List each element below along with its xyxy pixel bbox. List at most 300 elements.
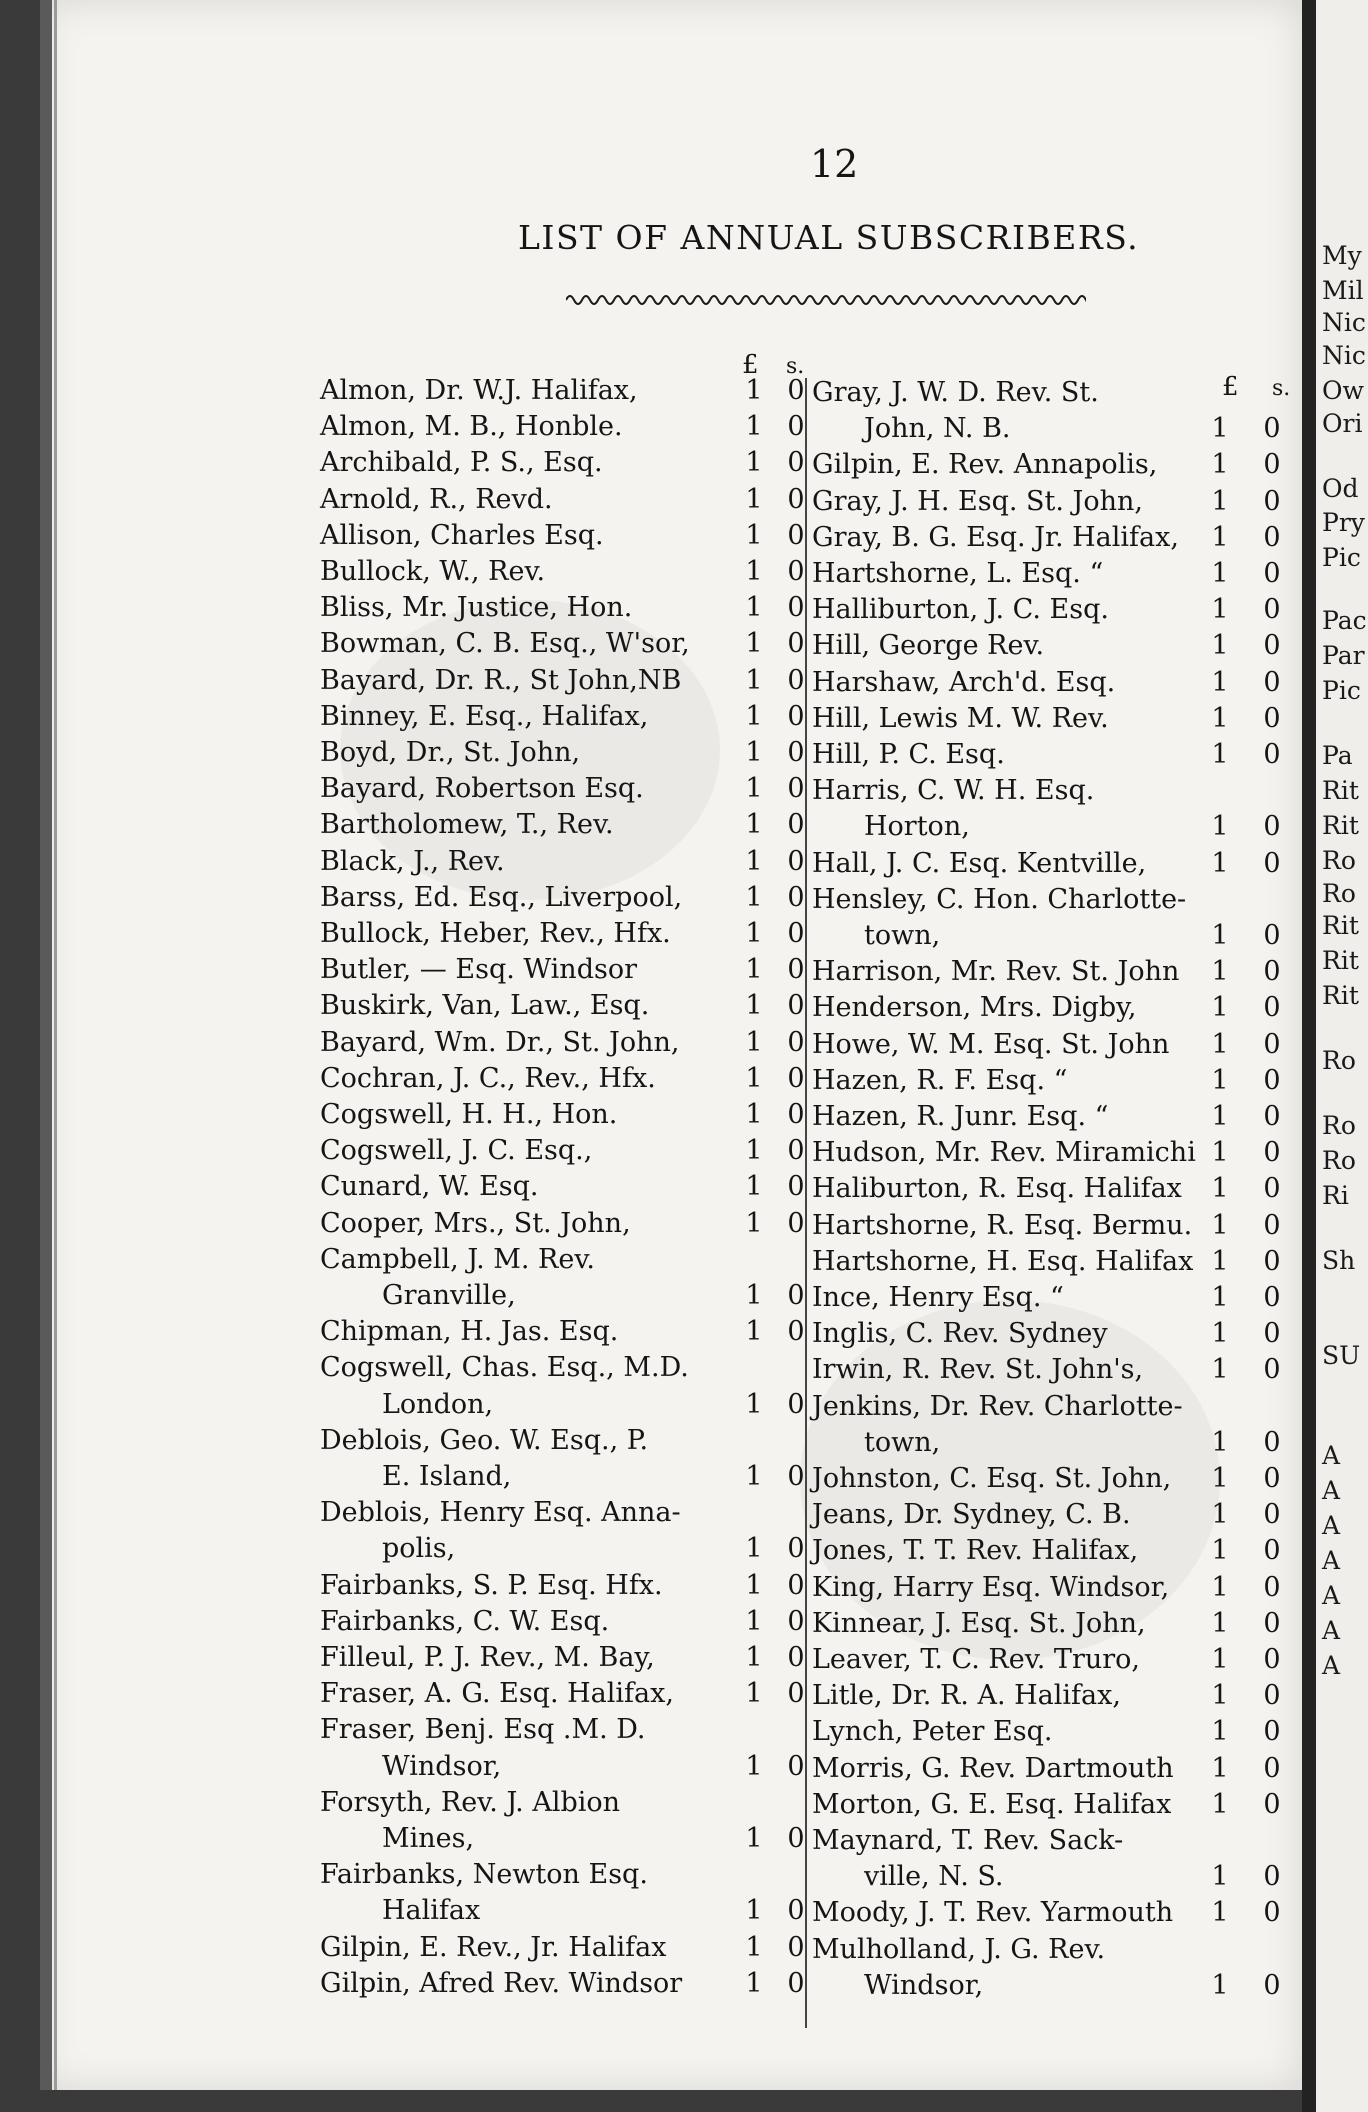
subscriber-name: Hartshorne, H. Esq. Halifax (812, 1245, 1194, 1277)
pounds-amount: 1 (1211, 630, 1229, 662)
pounds-amount: 1 (1211, 521, 1229, 553)
subscriber-row (812, 740, 1292, 772)
pounds-amount: 1 (745, 954, 763, 986)
subscriber-row (812, 1681, 1292, 1713)
subscriber-row (812, 1573, 1292, 1605)
subscriber-name: Archibald, P. S., Esq. (320, 447, 603, 479)
pounds-amount: 1 (745, 700, 763, 732)
subscriber-name: Haliburton, R. Esq. Halifax (812, 1173, 1182, 1205)
pounds-amount: 1 (745, 918, 763, 949)
pounds-amount: 1 (745, 990, 763, 1022)
next-page-edge (1316, 0, 1368, 2112)
subscriber-row (320, 1462, 820, 1494)
subscriber-name: Harrison, Mr. Rev. St. John (812, 956, 1180, 988)
subscriber-row (320, 1172, 820, 1204)
next-page-fragment: Ro (1322, 1046, 1356, 1075)
subscriber-name: Harris, C. W. H. Esq. (812, 775, 1095, 807)
pounds-amount: 1 (1211, 1897, 1229, 1929)
subscriber-row (320, 1933, 820, 1965)
shillings-amount: 0 (787, 1099, 805, 1130)
subscriber-row (320, 1679, 820, 1711)
subscriber-row (320, 448, 820, 480)
subscriber-row (320, 1824, 820, 1856)
pounds-amount: 1 (745, 1895, 763, 1927)
next-page-fragment: SU (1322, 1341, 1361, 1370)
pounds-amount: 1 (1211, 1426, 1229, 1458)
pounds-amount: 1 (1211, 1173, 1229, 1205)
pounds-amount: 1 (745, 737, 763, 768)
right-pounds-header: £ (1222, 372, 1239, 402)
subscriber-row (812, 1138, 1292, 1170)
shillings-amount: 0 (1263, 1463, 1281, 1494)
shillings-amount: 0 (787, 1316, 805, 1348)
pounds-amount: 1 (745, 1569, 763, 1601)
shillings-amount: 0 (1263, 1969, 1281, 2001)
subscriber-row (812, 1174, 1292, 1206)
next-page-fragment: A (1322, 1511, 1341, 1540)
next-page-fragment: Nic (1322, 308, 1366, 337)
subscriber-row (812, 1609, 1292, 1641)
shillings-amount: 0 (1263, 1354, 1281, 1386)
subscriber-name: Inglis, C. Rev. Sydney (812, 1318, 1108, 1350)
pounds-amount: 1 (1211, 1861, 1229, 1893)
subscriber-name: Windsor, (382, 1750, 502, 1782)
pounds-amount: 1 (1211, 1245, 1229, 1277)
subscriber-name: Morris, G. Rev. Dartmouth (812, 1752, 1174, 1784)
subscriber-row (320, 1571, 820, 1603)
next-page-fragment: Rit (1322, 911, 1359, 940)
pounds-amount: 1 (745, 1642, 763, 1673)
subscriber-name: polis, (382, 1533, 456, 1565)
subscriber-name: Irwin, R. Rev. St. John's, (812, 1354, 1144, 1386)
subscriber-row (320, 955, 820, 987)
shillings-amount: 0 (1263, 485, 1281, 517)
next-page-fragment: Ow (1322, 376, 1364, 405)
subscriber-row (320, 1100, 820, 1132)
subscriber-row (812, 704, 1292, 736)
pounds-amount: 1 (745, 845, 763, 877)
subscriber-name: Jeans, Dr. Sydney, C. B. (812, 1499, 1131, 1531)
pounds-amount: 1 (1211, 992, 1229, 1024)
subscriber-name: Buskirk, Van, Law., Esq. (320, 990, 650, 1022)
subscriber-name: E. Island, (382, 1461, 512, 1492)
subscriber-name: Gilpin, E. Rev. Annapolis, (812, 449, 1158, 481)
subscriber-name: Forsyth, Rev. J. Albion (320, 1786, 621, 1818)
subscriber-row (812, 1898, 1292, 1930)
subscriber-row (320, 1426, 820, 1458)
shillings-amount: 0 (787, 845, 805, 877)
subscriber-row (320, 883, 820, 915)
subscriber-row (320, 666, 820, 698)
pounds-amount: 1 (745, 556, 763, 587)
subscriber-name: Fraser, A. G. Esq. Halifax, (320, 1678, 674, 1710)
subscriber-row (812, 1790, 1292, 1822)
subscriber-row (320, 593, 820, 625)
subscriber-row (320, 1390, 820, 1422)
subscriber-row (812, 1428, 1292, 1460)
wavy-divider-ornament (566, 288, 1086, 312)
subscriber-row (812, 1536, 1292, 1568)
subscriber-name: King, Harry Esq. Windsor, (812, 1571, 1170, 1603)
subscriber-row (320, 1534, 820, 1566)
shillings-amount: 0 (1263, 1644, 1281, 1675)
pounds-amount: 1 (1211, 1644, 1229, 1675)
pounds-amount: 1 (1211, 847, 1229, 879)
next-page-fragment: Ro (1322, 846, 1356, 875)
shillings-amount: 0 (787, 1388, 805, 1420)
subscriber-name: Henderson, Mrs. Digby, (812, 992, 1137, 1024)
subscriber-row (812, 812, 1292, 844)
subscriber-row (320, 847, 820, 879)
shillings-amount: 0 (787, 1605, 805, 1637)
shillings-amount: 0 (787, 1026, 805, 1058)
next-page-fragment: Rit (1322, 946, 1359, 975)
subscriber-name: Hudson, Mr. Rev. Miramichi (812, 1137, 1196, 1169)
subscriber-name: Maynard, T. Rev. Sack- (812, 1825, 1124, 1856)
pounds-amount: 1 (745, 1533, 763, 1565)
shillings-amount: 0 (787, 519, 805, 551)
shillings-amount: 0 (1263, 558, 1281, 589)
next-page-fragment: A (1322, 1581, 1341, 1610)
pounds-amount: 1 (1211, 1064, 1229, 1096)
subscriber-name: Filleul, P. J. Rev., M. Bay, (320, 1642, 655, 1673)
subscriber-name: Jones, T. T. Rev. Halifax, (812, 1535, 1139, 1567)
subscriber-row (320, 1969, 820, 2001)
subscriber-row (812, 1392, 1292, 1424)
subscriber-name: Bayard, Wm. Dr., St. John, (320, 1026, 680, 1058)
subscriber-row (812, 1754, 1292, 1786)
pounds-amount: 1 (1211, 1716, 1229, 1748)
pounds-amount: 1 (745, 1099, 763, 1130)
next-page-fragment: Ori (1322, 409, 1363, 438)
subscriber-name: Fairbanks, S. P. Esq. Hfx. (320, 1569, 663, 1601)
subscriber-row (812, 957, 1292, 989)
subscriber-row (320, 810, 820, 842)
subscriber-name: Leaver, T. C. Rev. Truro, (812, 1644, 1140, 1675)
subscriber-row (812, 1862, 1292, 1894)
subscriber-row (320, 1498, 820, 1530)
pounds-amount: 1 (745, 1678, 763, 1710)
shillings-amount: 0 (1263, 1571, 1281, 1603)
shillings-amount: 0 (787, 918, 805, 949)
pounds-amount: 1 (745, 1316, 763, 1348)
subscriber-row (320, 1860, 820, 1892)
next-page-fragment: Nic (1322, 341, 1366, 370)
subscriber-name: Bullock, W., Rev. (320, 556, 546, 587)
subscriber-row (812, 1645, 1292, 1677)
subscriber-row (320, 991, 820, 1023)
subscriber-row (320, 521, 820, 553)
subscriber-name: Hill, P. C. Esq. (812, 739, 1005, 770)
subscriber-name: Mulholland, J. G. Rev. (812, 1933, 1106, 1965)
subscriber-name: Hartshorne, R. Esq. Bermu. (812, 1209, 1193, 1241)
subscriber-name: Cogswell, Chas. Esq., M.D. (320, 1352, 689, 1384)
subscriber-name: Cogswell, J. C. Esq., (320, 1135, 593, 1167)
shillings-amount: 0 (1263, 1101, 1281, 1132)
pounds-amount: 1 (745, 483, 763, 515)
pounds-amount: 1 (1211, 739, 1229, 770)
pounds-amount: 1 (1211, 1680, 1229, 1712)
shillings-amount: 0 (787, 881, 805, 913)
pounds-amount: 1 (745, 1207, 763, 1239)
subscriber-name: ville, N. S. (864, 1861, 1004, 1893)
shillings-amount: 0 (1263, 1499, 1281, 1531)
subscriber-name: Halliburton, J. C. Esq. (812, 594, 1109, 626)
subscriber-name: Halifax (382, 1895, 481, 1927)
subscriber-name: Fairbanks, Newton Esq. (320, 1859, 648, 1891)
subscriber-name: Lynch, Peter Esq. (812, 1716, 1053, 1748)
shillings-amount: 0 (1263, 413, 1281, 445)
subscriber-name: Campbell, J. M. Rev. (320, 1243, 595, 1275)
pounds-amount: 1 (745, 1967, 763, 1999)
left-shillings-header: s. (786, 354, 805, 379)
subscriber-row (812, 1971, 1292, 2003)
list-title: LIST OF ANNUAL SUBSCRIBERS. (518, 218, 1140, 257)
shillings-amount: 0 (787, 1642, 805, 1673)
subscriber-name: Hensley, C. Hon. Charlotte- (812, 883, 1187, 915)
subscriber-name: Cunard, W. Esq. (320, 1171, 539, 1203)
shillings-amount: 0 (787, 556, 805, 587)
subscriber-name: Granville, (382, 1280, 516, 1311)
subscriber-name: Hall, J. C. Esq. Kentville, (812, 847, 1147, 879)
shillings-amount: 0 (787, 773, 805, 805)
shillings-amount: 0 (1263, 1064, 1281, 1096)
subscriber-row (320, 412, 820, 444)
shillings-amount: 0 (787, 447, 805, 479)
pounds-amount: 1 (1211, 1101, 1229, 1132)
pounds-amount: 1 (1211, 1607, 1229, 1639)
subscriber-name: Bayard, Dr. R., St John,NB (320, 664, 682, 696)
subscriber-name: Bowman, C. B. Esq., W'sor, (320, 628, 690, 660)
subscriber-name: Binney, E. Esq., Halifax, (320, 700, 649, 732)
shillings-amount: 0 (787, 1678, 805, 1710)
pounds-amount: 1 (745, 1135, 763, 1167)
next-page-fragment: My (1322, 241, 1362, 270)
subscriber-row (812, 1826, 1292, 1858)
next-page-fragment: Ro (1322, 1111, 1356, 1140)
shillings-amount: 0 (787, 628, 805, 660)
shillings-amount: 0 (787, 1280, 805, 1311)
shillings-amount: 0 (1263, 521, 1281, 553)
shillings-amount: 0 (787, 954, 805, 986)
subscriber-row (812, 523, 1292, 555)
shillings-amount: 0 (1263, 920, 1281, 951)
next-page-fragment: Ri (1322, 1181, 1349, 1210)
subscriber-name: Jenkins, Dr. Rev. Charlotte- (812, 1390, 1183, 1422)
subscriber-row (812, 1102, 1292, 1134)
subscriber-row (320, 1281, 820, 1313)
subscriber-name: Gray, J. H. Esq. St. John, (812, 485, 1143, 517)
pounds-amount: 1 (745, 1750, 763, 1782)
pounds-amount: 1 (745, 628, 763, 660)
subscriber-row (812, 1717, 1292, 1749)
pounds-amount: 1 (1211, 1209, 1229, 1241)
subscriber-row (320, 1064, 820, 1096)
subscriber-row (812, 993, 1292, 1025)
subscriber-row (812, 1500, 1292, 1532)
subscriber-name: Chipman, H. Jas. Esq. (320, 1316, 619, 1348)
subscriber-row (320, 1245, 820, 1277)
subscriber-name: Hazen, R. F. Esq. “ (812, 1064, 1068, 1096)
subscriber-name: Bullock, Heber, Rev., Hfx. (320, 918, 671, 949)
pounds-amount: 1 (745, 664, 763, 696)
pounds-amount: 1 (1211, 666, 1229, 698)
subscriber-row (812, 1935, 1292, 1967)
subscriber-row (812, 668, 1292, 700)
next-page-fragment: Od (1322, 474, 1359, 503)
subscriber-row (320, 774, 820, 806)
shillings-amount: 0 (1263, 739, 1281, 770)
shillings-amount: 0 (787, 1207, 805, 1239)
shillings-amount: 0 (1263, 1173, 1281, 1205)
subscriber-name: Fairbanks, C. W. Esq. (320, 1605, 610, 1637)
subscriber-row (812, 1030, 1292, 1062)
subscriber-name: Windsor, (864, 1969, 984, 2001)
subscriber-row (812, 1211, 1292, 1243)
subscriber-name: London, (382, 1388, 494, 1420)
shillings-amount: 0 (787, 1931, 805, 1963)
subscriber-row (812, 776, 1292, 808)
pounds-amount: 1 (1211, 1282, 1229, 1313)
shillings-amount: 0 (1263, 594, 1281, 626)
pounds-amount: 1 (745, 1062, 763, 1094)
subscriber-row (320, 1896, 820, 1928)
subscriber-name: Gray, B. G. Esq. Jr. Halifax, (812, 521, 1179, 553)
subscriber-row (812, 885, 1292, 917)
subscriber-name: Hill, George Rev. (812, 630, 1045, 662)
subscriber-row (320, 1607, 820, 1639)
next-page-fragment: Rit (1322, 811, 1359, 840)
shillings-amount: 0 (1263, 811, 1281, 843)
shillings-amount: 0 (1263, 1861, 1281, 1893)
shillings-amount: 0 (787, 1171, 805, 1203)
shillings-amount: 0 (1263, 1680, 1281, 1712)
subscriber-name: Almon, Dr. W.J. Halifax, (320, 375, 638, 406)
next-page-fragment: Mil (1322, 276, 1364, 305)
shillings-amount: 0 (787, 990, 805, 1022)
shillings-amount: 0 (787, 375, 805, 406)
pounds-amount: 1 (1211, 1535, 1229, 1567)
next-page-fragment: Pic (1322, 676, 1361, 705)
pounds-amount: 1 (1211, 485, 1229, 517)
pounds-amount: 1 (745, 447, 763, 479)
subscriber-name: Arnold, R., Revd. (320, 483, 553, 515)
left-pounds-header: £ (742, 350, 759, 380)
pounds-amount: 1 (1211, 1752, 1229, 1784)
book-gutter (1302, 0, 1316, 2112)
subscriber-row (812, 1066, 1292, 1098)
pounds-amount: 1 (745, 375, 763, 406)
shillings-amount: 0 (1263, 1535, 1281, 1567)
shillings-amount: 0 (787, 1569, 805, 1601)
pounds-amount: 1 (1211, 956, 1229, 988)
shillings-amount: 0 (1263, 1209, 1281, 1241)
subscriber-name: Cooper, Mrs., St. John, (320, 1207, 631, 1239)
subscriber-name: Mines, (382, 1823, 475, 1854)
shillings-amount: 0 (1263, 1716, 1281, 1748)
subscriber-name: Hartshorne, L. Esq. “ (812, 558, 1104, 589)
subscriber-row (812, 1283, 1292, 1315)
next-page-fragment: A (1322, 1476, 1341, 1505)
subscriber-row (320, 1752, 820, 1784)
next-page-fragment: A (1322, 1651, 1341, 1680)
pounds-amount: 1 (745, 1461, 763, 1492)
pounds-amount: 1 (1211, 1969, 1229, 2001)
subscriber-row (320, 629, 820, 661)
subscriber-row (812, 559, 1292, 591)
shillings-amount: 0 (787, 1135, 805, 1167)
pounds-amount: 1 (1211, 449, 1229, 481)
subscriber-row (320, 376, 820, 408)
shillings-amount: 0 (1263, 1752, 1281, 1784)
subscriber-name: Deblois, Geo. W. Esq., P. (320, 1424, 649, 1456)
shillings-amount: 0 (787, 1461, 805, 1492)
subscriber-name: Black, J., Rev. (320, 845, 505, 877)
shillings-amount: 0 (787, 737, 805, 768)
pounds-amount: 1 (1211, 702, 1229, 734)
subscriber-name: Ince, Henry Esq. “ (812, 1282, 1064, 1313)
subscriber-name: town, (864, 1426, 941, 1458)
subscriber-name: Boyd, Dr., St. John, (320, 737, 581, 768)
pounds-amount: 1 (1211, 1788, 1229, 1820)
next-page-fragment: Pac (1322, 606, 1367, 635)
subscriber-row (812, 450, 1292, 482)
subscriber-row (812, 921, 1292, 953)
shillings-amount: 0 (787, 592, 805, 624)
subscriber-name: Gilpin, E. Rev., Jr. Halifax (320, 1931, 667, 1963)
pounds-amount: 1 (1211, 1571, 1229, 1603)
next-page-fragment: Rit (1322, 776, 1359, 805)
subscriber-row (320, 1353, 820, 1385)
pounds-amount: 1 (1211, 920, 1229, 951)
subscriber-row (320, 557, 820, 589)
pounds-amount: 1 (745, 1171, 763, 1203)
subscriber-name: Almon, M. B., Honble. (320, 411, 623, 443)
shillings-amount: 0 (787, 1062, 805, 1094)
pounds-amount: 1 (745, 1823, 763, 1854)
subscriber-row (812, 378, 1292, 410)
subscriber-row (812, 595, 1292, 627)
subscriber-name: Kinnear, J. Esq. St. John, (812, 1607, 1146, 1639)
subscriber-name: Litle, Dr. R. A. Halifax, (812, 1680, 1121, 1712)
page-number: 12 (810, 142, 859, 186)
shillings-amount: 0 (1263, 1028, 1281, 1060)
subscriber-name: Cogswell, H. H., Hon. (320, 1099, 618, 1130)
subscriber-name: town, (864, 920, 941, 951)
subscriber-row (812, 849, 1292, 881)
subscriber-name: Gilpin, Afred Rev. Windsor (320, 1967, 683, 1999)
subscriber-name: Cochran, J. C., Rev., Hfx. (320, 1062, 656, 1094)
pounds-amount: 1 (745, 1388, 763, 1420)
subscriber-row (812, 631, 1292, 663)
subscriber-name: Butler, — Esq. Windsor (320, 954, 637, 986)
next-page-fragment: Par (1322, 641, 1365, 670)
pounds-amount: 1 (1211, 1028, 1229, 1060)
subscriber-row (320, 702, 820, 734)
shillings-amount: 0 (787, 411, 805, 443)
subscriber-name: Harshaw, Arch'd. Esq. (812, 666, 1116, 698)
shillings-amount: 0 (1263, 449, 1281, 481)
shillings-amount: 0 (787, 1750, 805, 1782)
shillings-amount: 0 (1263, 1245, 1281, 1277)
subscriber-name: Hill, Lewis M. W. Rev. (812, 702, 1109, 734)
pounds-amount: 1 (1211, 1499, 1229, 1531)
subscriber-row (320, 1136, 820, 1168)
subscriber-name: Moody, J. T. Rev. Yarmouth (812, 1897, 1174, 1929)
next-page-fragment: Ro (1322, 1146, 1356, 1175)
shillings-amount: 0 (787, 700, 805, 732)
next-page-fragment: A (1322, 1616, 1341, 1645)
